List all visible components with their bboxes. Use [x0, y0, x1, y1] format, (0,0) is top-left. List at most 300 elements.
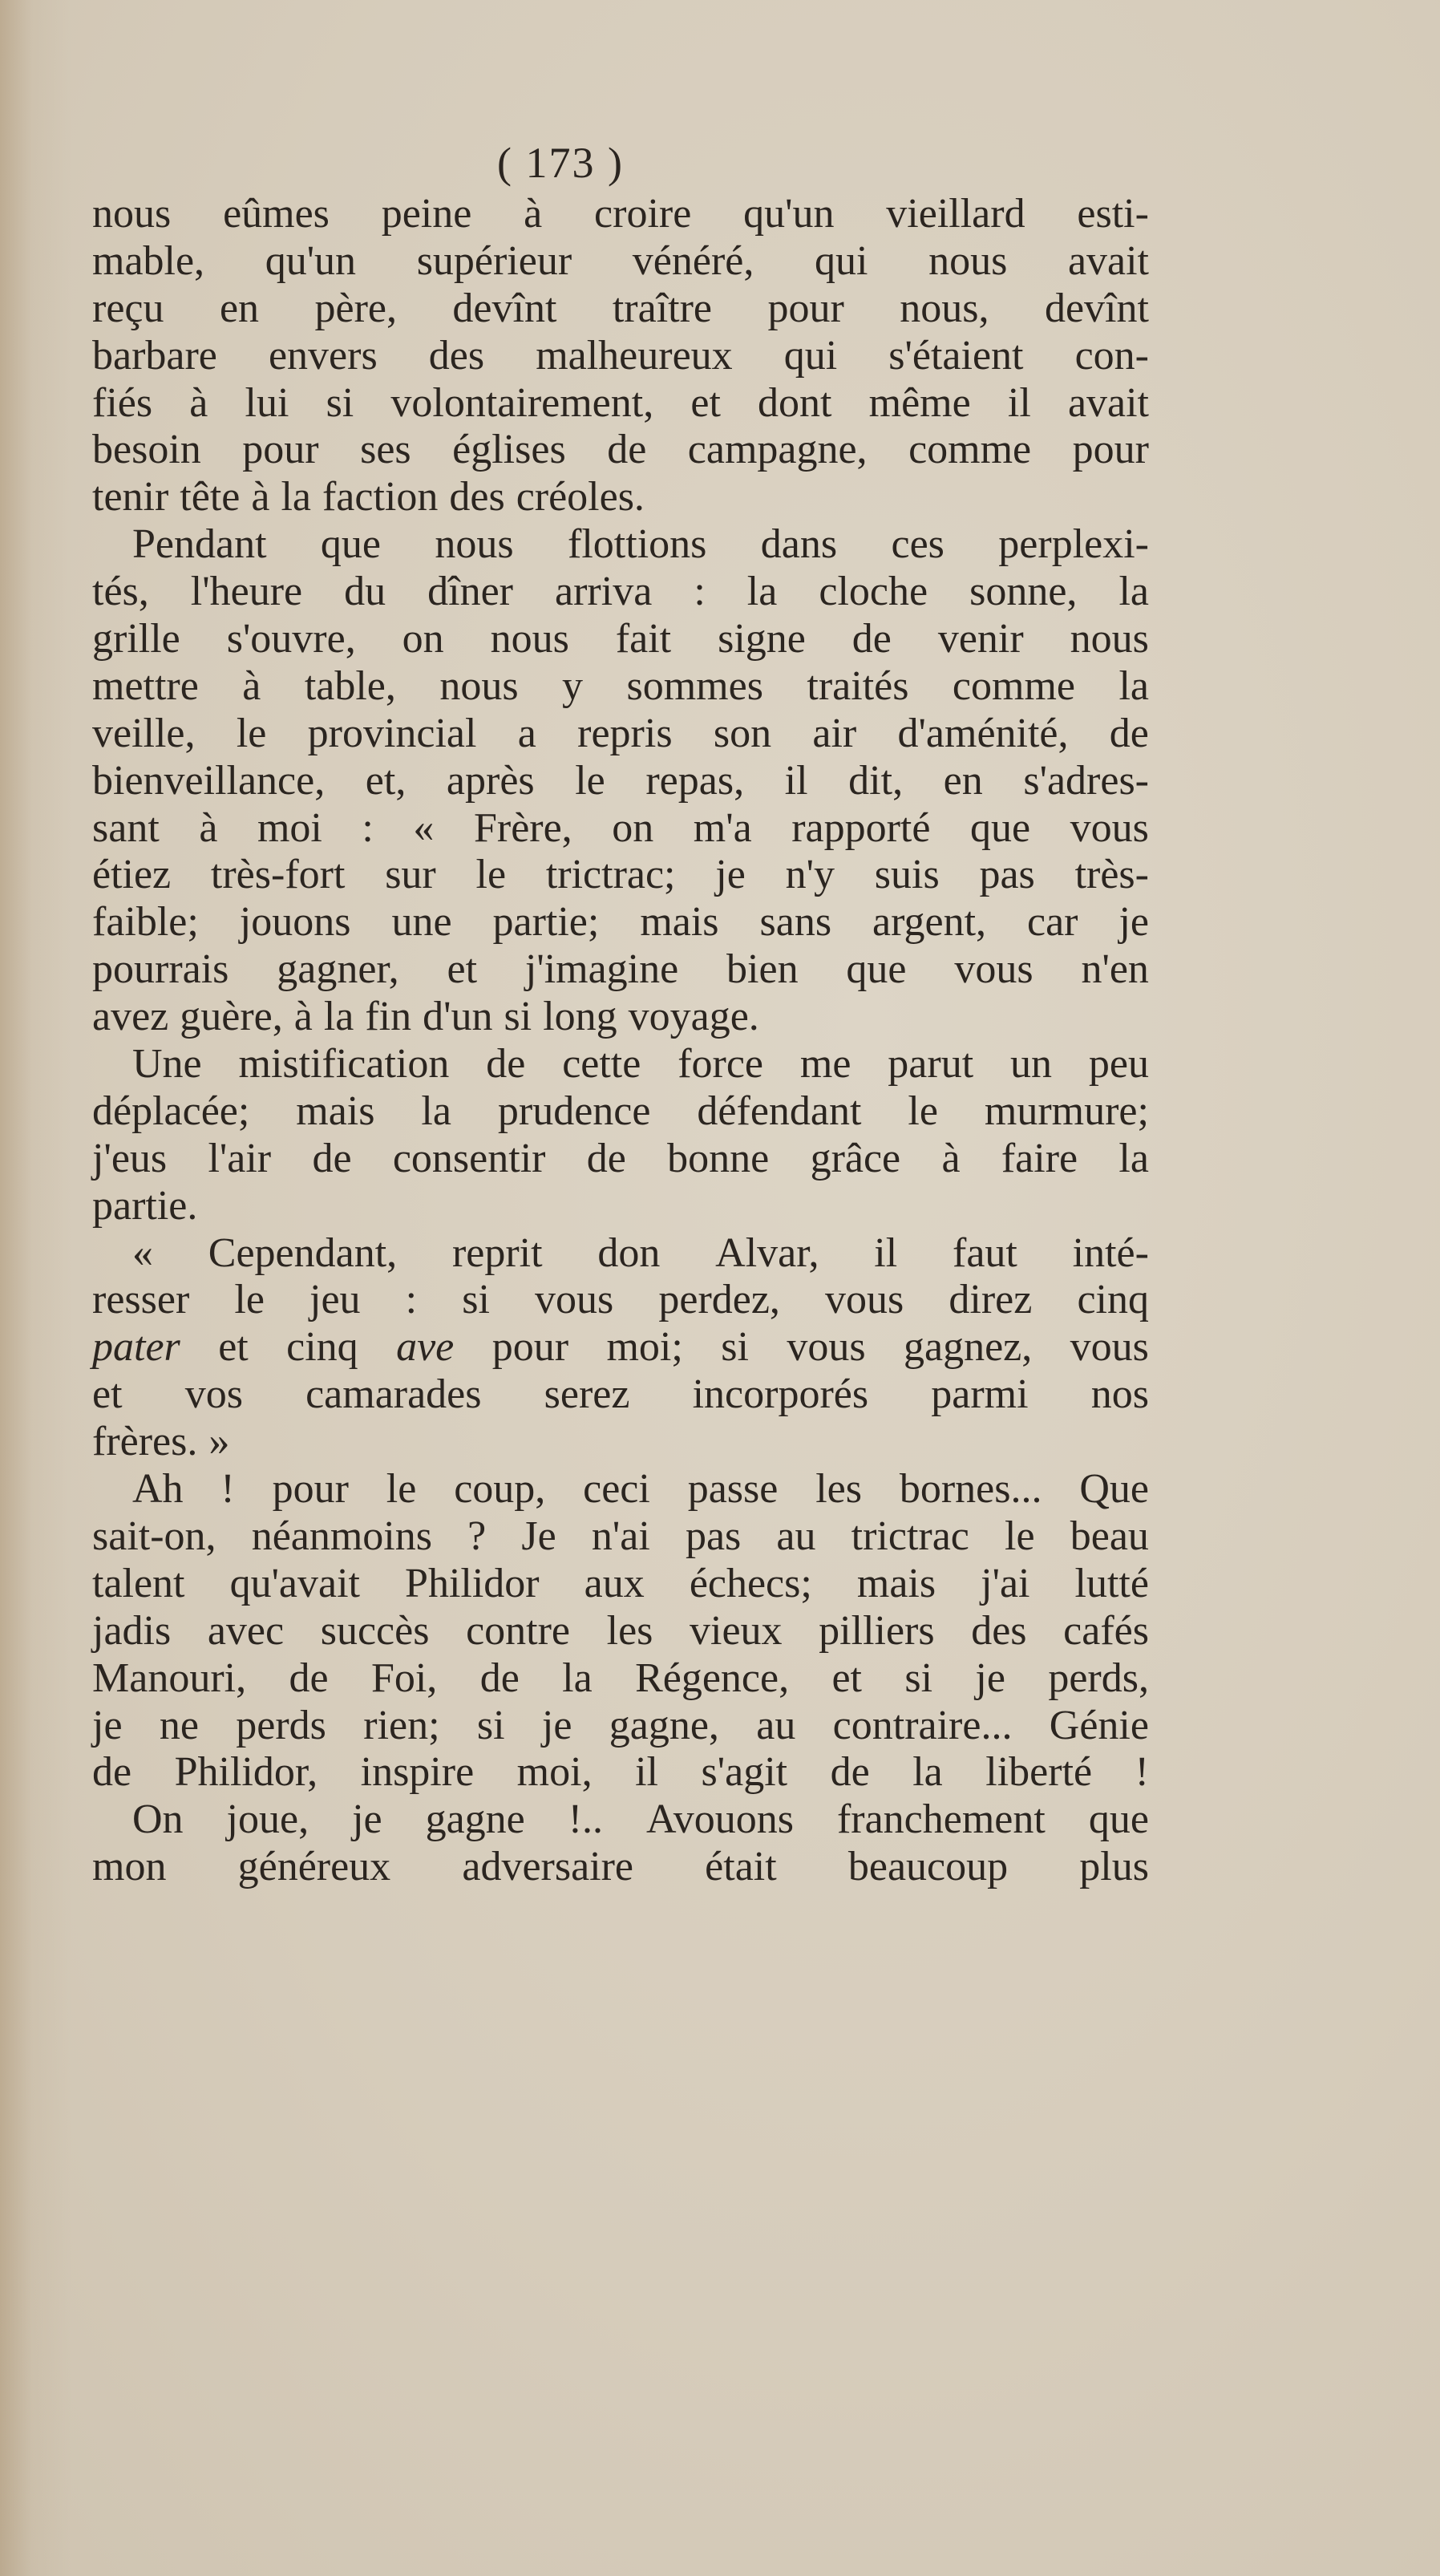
word: avait	[1067, 379, 1149, 426]
word: Manouri,	[92, 1655, 247, 1701]
word: lui	[245, 379, 289, 426]
word: grâce	[810, 1135, 901, 1181]
text-line	[92, 1371, 1149, 1419]
word: néanmoins	[251, 1513, 432, 1559]
word: perplexi-	[998, 521, 1149, 568]
word: traités	[807, 662, 909, 709]
word: était	[705, 1844, 777, 1890]
word: vous	[1070, 1324, 1149, 1371]
word: du	[344, 569, 386, 615]
text-line	[92, 380, 1149, 427]
word: que	[320, 521, 382, 568]
word: vous	[787, 1324, 866, 1371]
word: n'en	[1081, 946, 1149, 993]
word: dit,	[848, 757, 904, 804]
word: traître	[612, 285, 712, 331]
word: parut	[888, 1041, 974, 1088]
word: la	[323, 994, 354, 1040]
word: contraire...	[832, 1702, 1013, 1748]
word: cafés	[1063, 1607, 1149, 1654]
word: une	[391, 899, 452, 946]
text-line	[92, 1466, 1149, 1513]
word: qui	[814, 237, 868, 284]
word: reçu	[92, 285, 164, 331]
word: la	[1118, 569, 1149, 615]
word: à	[242, 662, 261, 709]
text-line	[92, 1608, 1149, 1655]
word: plus	[1079, 1844, 1149, 1890]
text-line	[92, 994, 1149, 1041]
word: de	[479, 1655, 520, 1701]
word: franchement	[836, 1796, 1046, 1843]
word: suis	[874, 852, 940, 898]
word: que	[1088, 1796, 1149, 1843]
word: venir	[937, 616, 1024, 662]
word: sait-on,	[92, 1513, 216, 1559]
word: mable,	[92, 237, 205, 284]
word: a	[517, 710, 536, 756]
word: consentir	[392, 1135, 546, 1181]
text-line	[92, 711, 1149, 758]
word: que	[970, 804, 1031, 851]
text-line	[92, 899, 1149, 946]
word: contre	[466, 1607, 570, 1654]
word: pourrais	[92, 946, 229, 993]
word: vos	[184, 1371, 243, 1418]
word: si	[504, 994, 532, 1040]
word: vieux	[690, 1607, 783, 1654]
text-line	[92, 852, 1149, 899]
word: de	[851, 616, 892, 662]
word: le	[575, 757, 605, 804]
word: resser	[92, 1277, 190, 1323]
word: n'y	[785, 852, 835, 898]
word: je	[715, 852, 746, 898]
word: partie.	[92, 1182, 198, 1229]
word: signe	[718, 616, 806, 662]
word: :	[694, 569, 706, 615]
word: au	[756, 1702, 796, 1748]
word: beaucoup	[847, 1844, 1009, 1890]
word: devînt	[1044, 285, 1149, 331]
word: nous	[92, 191, 172, 237]
word: si	[476, 1702, 505, 1748]
word: nous	[1070, 616, 1149, 662]
text-line	[92, 946, 1149, 994]
word: à	[199, 804, 218, 851]
word: je	[352, 1796, 382, 1843]
text-line	[92, 1419, 1149, 1466]
word: faible;	[92, 899, 199, 946]
word: :	[405, 1277, 418, 1323]
word: argent,	[872, 899, 987, 946]
word: des	[428, 332, 485, 379]
word: la	[912, 1749, 943, 1796]
text-line	[92, 1655, 1149, 1703]
word: perdez,	[658, 1277, 780, 1323]
word: aux	[584, 1560, 645, 1606]
word: n'ai	[591, 1513, 650, 1559]
word: guère,	[180, 994, 283, 1040]
word: pour	[767, 285, 844, 331]
word: barbare	[92, 332, 217, 379]
word: bienveillance,	[92, 757, 326, 804]
word: «	[413, 804, 435, 851]
word: trictrac	[851, 1513, 969, 1559]
word: gagne	[425, 1796, 525, 1843]
word: pilliers	[819, 1607, 935, 1654]
text-line	[92, 1513, 1149, 1561]
word: et	[447, 946, 478, 993]
text-line	[92, 474, 1149, 521]
word: les	[815, 1466, 862, 1513]
text-line	[92, 1088, 1149, 1136]
word: faut	[953, 1229, 1017, 1276]
word: fait	[615, 616, 672, 662]
word: bien	[726, 946, 799, 993]
text-line	[92, 569, 1149, 616]
word: inté-	[1072, 1229, 1149, 1276]
word: la	[281, 474, 311, 520]
word: jadis	[92, 1607, 172, 1654]
word: trictrac;	[545, 852, 676, 898]
text-line	[92, 805, 1149, 853]
word: croire	[594, 191, 692, 237]
word: flottions	[568, 521, 707, 568]
word: avec	[207, 1607, 285, 1654]
word: Je	[521, 1513, 556, 1559]
word: dîner	[427, 569, 513, 615]
word: peu	[1088, 1041, 1149, 1088]
text-line	[92, 663, 1149, 711]
word: sonne,	[969, 569, 1078, 615]
word: Régence,	[635, 1655, 790, 1701]
word: Avouons	[646, 1796, 794, 1843]
word: je	[1118, 899, 1149, 946]
word: volontairement,	[390, 379, 654, 426]
word: très-fort	[210, 852, 346, 898]
word: sans	[759, 899, 832, 946]
word: vieillard	[886, 191, 1025, 237]
word: sant	[92, 804, 160, 851]
word: bonne	[667, 1135, 770, 1181]
word: campagne,	[687, 427, 868, 473]
text-line	[92, 333, 1149, 380]
word: des	[449, 474, 505, 520]
word: comme	[952, 662, 1075, 709]
word: ?	[467, 1513, 487, 1559]
word: ceci	[583, 1466, 650, 1513]
word: dans	[760, 521, 838, 568]
word: pas	[979, 852, 1035, 898]
word: églises	[452, 427, 566, 473]
word: direz	[949, 1277, 1033, 1323]
word: »	[208, 1419, 230, 1465]
word: On	[132, 1796, 184, 1843]
word: perds,	[1048, 1655, 1149, 1701]
word: pour	[242, 427, 319, 473]
word: car	[1026, 899, 1078, 946]
word: de	[486, 1041, 526, 1088]
word: lutté	[1074, 1560, 1149, 1606]
word: le	[236, 710, 267, 756]
word: incorporés	[692, 1371, 869, 1418]
word: la	[1118, 1135, 1149, 1181]
text-line	[92, 191, 1149, 238]
word: échecs;	[689, 1560, 812, 1606]
text-line	[92, 238, 1149, 286]
page-number: ( 173 )	[497, 139, 624, 187]
word: très-	[1074, 852, 1149, 898]
text-line	[92, 427, 1149, 474]
word: grille	[92, 616, 180, 662]
word: gagner,	[277, 946, 399, 993]
word: défendant	[697, 1088, 862, 1134]
body-text	[92, 191, 1149, 1891]
word: Génie	[1049, 1702, 1149, 1748]
word: coup,	[454, 1466, 546, 1513]
word: nous,	[900, 285, 989, 331]
word: après	[446, 757, 535, 804]
word: esti-	[1077, 191, 1149, 237]
word: qu'un	[743, 191, 835, 237]
word: m'a	[693, 804, 752, 851]
word: cette	[562, 1041, 641, 1088]
word: perds	[236, 1702, 326, 1748]
word: généreux	[237, 1844, 391, 1890]
word: pas	[685, 1513, 742, 1559]
word: la	[1118, 662, 1149, 709]
word: au	[776, 1513, 816, 1559]
word: besoin	[92, 427, 201, 473]
word: je	[92, 1702, 123, 1748]
word: s'ouvre,	[226, 616, 356, 662]
word: !..	[568, 1796, 604, 1843]
word: Philidor	[405, 1560, 540, 1606]
word: !	[1135, 1749, 1149, 1796]
word: sur	[385, 852, 436, 898]
word: à	[189, 379, 208, 426]
word: mais	[640, 899, 719, 946]
word: les	[606, 1607, 653, 1654]
word: Frère,	[473, 804, 572, 851]
italic-word: pater	[92, 1324, 180, 1371]
word: moi;	[606, 1324, 683, 1371]
word: serez	[544, 1371, 630, 1418]
word: nous	[928, 237, 1008, 284]
word: à	[251, 474, 270, 520]
word: «	[132, 1229, 153, 1276]
word: Que	[1079, 1466, 1149, 1513]
word: en	[943, 757, 983, 804]
word: Ah	[132, 1466, 184, 1513]
word: il	[874, 1229, 898, 1276]
word: cloche	[819, 569, 928, 615]
word: table,	[304, 662, 396, 709]
word: mais	[296, 1088, 375, 1134]
word: rien;	[363, 1702, 440, 1748]
word: gagne,	[609, 1702, 719, 1748]
word: la	[562, 1655, 593, 1701]
word: tenir	[92, 474, 169, 520]
word: s'étaient	[888, 332, 1024, 379]
word: et,	[365, 757, 407, 804]
word: Une	[132, 1041, 202, 1088]
word: !	[220, 1466, 235, 1513]
word: inspire	[360, 1749, 475, 1796]
word: malheureux	[536, 332, 733, 379]
text-line	[92, 1703, 1149, 1750]
word: il	[635, 1749, 658, 1796]
word: passe	[687, 1466, 779, 1513]
word: force	[678, 1041, 764, 1088]
word: rapporté	[791, 804, 931, 851]
text-line	[92, 1796, 1149, 1844]
word: le	[1005, 1513, 1035, 1559]
word: moi	[257, 804, 322, 851]
word: si	[721, 1324, 749, 1371]
word: Alvar,	[715, 1229, 819, 1276]
word: air	[812, 710, 857, 756]
word: de	[1109, 710, 1149, 756]
word: mon	[92, 1844, 167, 1890]
word: de	[92, 1749, 132, 1796]
word: qu'avait	[229, 1560, 360, 1606]
word: il	[1007, 379, 1031, 426]
word: le	[475, 852, 507, 898]
word: je	[975, 1655, 1005, 1701]
text-line	[92, 758, 1149, 805]
word: vous	[954, 946, 1033, 993]
word: partie;	[492, 899, 600, 946]
word: le	[234, 1277, 265, 1323]
word: il	[784, 757, 808, 804]
word: tés,	[92, 569, 149, 615]
word: s'agit	[701, 1749, 788, 1796]
word: avez	[92, 994, 169, 1040]
word: gagnez,	[903, 1324, 1033, 1371]
word: étiez	[92, 852, 172, 898]
word: repas,	[645, 757, 745, 804]
word: prudence	[497, 1088, 651, 1134]
word: moi,	[516, 1749, 593, 1796]
word: provincial	[307, 710, 477, 756]
word: si	[462, 1277, 490, 1323]
word: repris	[577, 710, 673, 756]
word: le	[908, 1088, 938, 1134]
word: d'aménité,	[897, 710, 1069, 756]
word: long	[543, 994, 617, 1040]
word: vous	[1070, 804, 1149, 851]
word: nos	[1090, 1371, 1149, 1418]
word: créoles.	[516, 474, 645, 520]
word: jouons	[239, 899, 351, 946]
word: cinq	[1077, 1277, 1149, 1323]
word: à	[941, 1135, 961, 1181]
word: don	[597, 1229, 661, 1276]
word: et	[92, 1371, 123, 1418]
text-line	[92, 1749, 1149, 1796]
word: me	[799, 1041, 851, 1088]
word: je	[541, 1702, 572, 1748]
text-line	[92, 286, 1149, 333]
word: y	[562, 662, 584, 709]
word: des	[971, 1607, 1027, 1654]
word: tête	[180, 474, 241, 520]
word: déplacée;	[92, 1088, 250, 1134]
word: que	[846, 946, 907, 993]
word: avait	[1067, 237, 1149, 284]
word: envers	[268, 332, 378, 379]
word: pour	[491, 1324, 569, 1371]
word: con-	[1074, 332, 1149, 379]
word: à	[293, 994, 313, 1040]
text-line	[92, 1041, 1149, 1088]
text-line	[92, 1844, 1149, 1891]
word: joue,	[226, 1796, 309, 1843]
word: liberté	[985, 1749, 1093, 1796]
word: d'un	[423, 994, 493, 1040]
word: on	[612, 804, 654, 851]
word: jeu	[309, 1277, 361, 1323]
word: ne	[159, 1702, 199, 1748]
word: reprit	[451, 1229, 543, 1276]
word: de	[607, 427, 647, 473]
word: vénéré,	[632, 237, 754, 284]
word: beau	[1070, 1513, 1149, 1559]
word: fin	[365, 994, 412, 1040]
word: camarades	[305, 1371, 482, 1418]
word: dont	[758, 379, 832, 426]
word: Foi,	[370, 1655, 438, 1701]
word: et	[690, 379, 721, 426]
word: j'ai	[981, 1560, 1030, 1606]
text-line	[92, 616, 1149, 663]
word: sommes	[626, 662, 763, 709]
word: Philidor,	[174, 1749, 318, 1796]
word: père,	[314, 285, 397, 331]
word: parmi	[931, 1371, 1029, 1418]
word: pour	[272, 1466, 349, 1513]
word: frères.	[92, 1419, 198, 1465]
word: son	[713, 710, 772, 756]
text-line	[92, 1561, 1149, 1608]
word: même	[868, 379, 971, 426]
text-line	[92, 1324, 1149, 1371]
word: talent	[92, 1560, 185, 1606]
word: peine	[381, 191, 472, 237]
word: faction	[322, 474, 439, 520]
word: on	[402, 616, 444, 662]
word: l'air	[208, 1135, 272, 1181]
word: de	[586, 1135, 626, 1181]
word: si	[904, 1655, 933, 1701]
word: vous	[535, 1277, 614, 1323]
word: ces	[891, 521, 944, 568]
word: bornes...	[899, 1466, 1042, 1513]
word: mettre	[92, 662, 199, 709]
word: faire	[1001, 1135, 1078, 1181]
word: en	[219, 285, 260, 331]
word: qu'un	[265, 237, 357, 284]
word: veille,	[92, 710, 196, 756]
word: fiés	[92, 379, 153, 426]
word: eûmes	[223, 191, 330, 237]
word: si	[326, 379, 354, 426]
word: succès	[320, 1607, 430, 1654]
word: à	[524, 191, 543, 237]
word: vous	[825, 1277, 904, 1323]
